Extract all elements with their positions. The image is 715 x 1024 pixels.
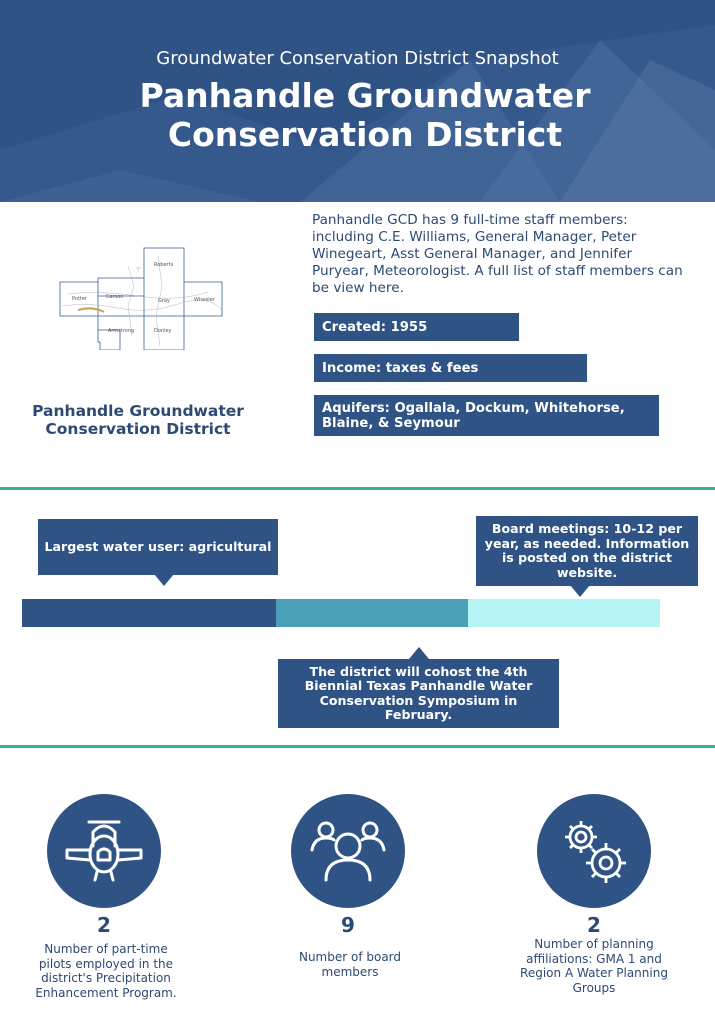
water-user-pointer xyxy=(154,574,174,586)
pilots-count: 2 xyxy=(97,913,111,937)
board-members-label: Number of board members xyxy=(298,950,402,979)
people-icon xyxy=(308,816,388,886)
page-subtitle: Groundwater Conservation District Snapshot xyxy=(156,48,559,69)
page-title: Panhandle Groundwater Conservation District xyxy=(139,76,591,154)
map-label-potter: Potter xyxy=(72,296,87,302)
timeline-bar-segment xyxy=(22,599,276,627)
aquifers-badge: Aquifers: Ogallala, Dockum, Whitehorse, Blaine, & Seymour xyxy=(314,395,659,436)
map-label-gray: Gray xyxy=(158,298,170,304)
symposium-callout: The district will cohost the 4th Biennial Texas Panhandle Water Conservation Symposium in February. xyxy=(278,659,559,728)
district-label: Panhandle Groundwater Conservation District xyxy=(32,402,244,438)
section-divider xyxy=(0,487,715,490)
map-label-carson: Carson xyxy=(106,294,124,300)
map-label-wheeler: Wheeler xyxy=(194,297,215,303)
map-label-donley: Donley xyxy=(154,328,172,334)
board-meetings-pointer xyxy=(570,585,590,597)
airplane-stat-circle xyxy=(47,794,161,908)
staff-description: Panhandle GCD has 9 full-time staff members: including C.E. Williams, General Manager, Peter Winegeart, Asst General Manager, and Jennifer Puryear, Meteorologist. A full list of staff members can be view here. xyxy=(312,212,683,296)
district-map xyxy=(58,246,224,350)
map-label-roberts: Roberts xyxy=(154,262,174,268)
planning-affiliations-count: 2 xyxy=(587,913,601,937)
pilots-label: Number of part-time pilots employed in the district's Precipitation Enhancement Program. xyxy=(35,942,177,1000)
gears-icon xyxy=(554,811,634,891)
timeline-bar-segment xyxy=(276,599,468,627)
created-badge: Created: 1955 xyxy=(314,313,519,341)
income-badge: Income: taxes & fees xyxy=(314,354,587,382)
gears-stat-circle xyxy=(537,794,651,908)
symposium-pointer xyxy=(409,647,429,659)
board-meetings-callout: Board meetings: 10-12 per year, as needed. Information is posted on the district website. xyxy=(476,516,698,586)
timeline-bar-segment xyxy=(468,599,660,627)
water-user-callout: Largest water user: agricultural xyxy=(38,519,278,575)
board-members-count: 9 xyxy=(341,913,355,937)
map-label-armstrong: Armstrong xyxy=(108,328,135,334)
people-stat-circle xyxy=(291,794,405,908)
section-divider xyxy=(0,745,715,748)
airplane-icon xyxy=(59,816,149,886)
planning-affiliations-label: Number of planning affiliations: GMA 1 and Region A Water Planning Groups xyxy=(520,937,668,995)
header-banner xyxy=(0,0,715,202)
